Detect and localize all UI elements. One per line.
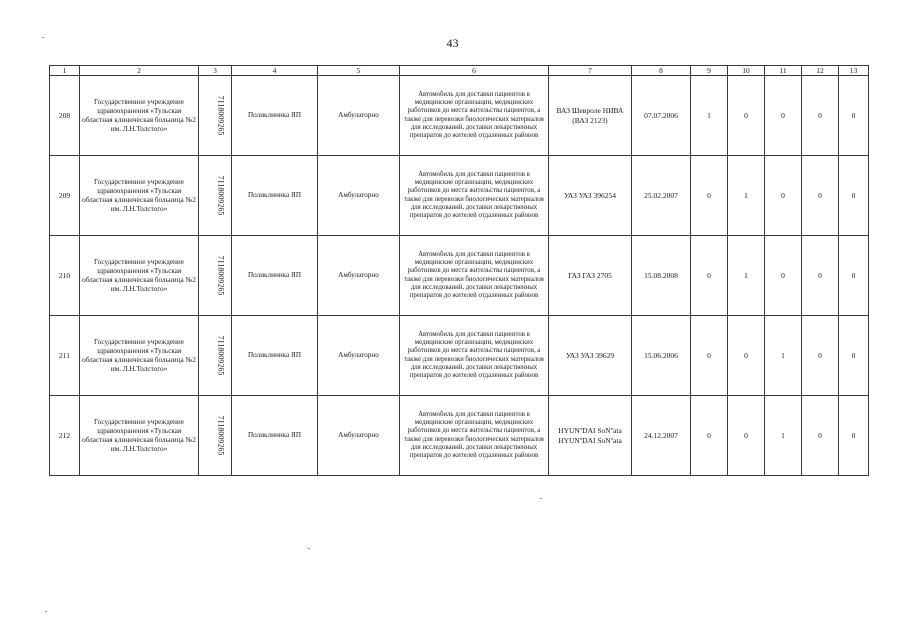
scan-speck [45,611,47,612]
scan-speck [540,498,542,499]
column-header: 1 [50,66,80,76]
column-13-value: 0 [839,236,869,316]
column-9-value: 0 [691,156,728,236]
column-9-value: 0 [691,316,728,396]
unit-name: Поликлиника ЯП [232,316,318,396]
registration-date: 24.12.2007 [632,396,691,476]
column-9-value: 0 [691,396,728,476]
vehicle-purpose: Автомобиль для доставки пациентов в медицинские организации, медицинских работников до места жительства пациентов, а также для перевозки биологических материалов для исследований, доставки лекарственных препаратов до жителей отдаленных районов [400,236,549,316]
column-10-value: 0 [728,316,765,396]
column-10-value: 1 [728,236,765,316]
inn-value: 7118009265 [216,415,226,455]
column-header: 7 [549,66,632,76]
column-10-value: 1 [728,156,765,236]
inn-value: 7118009265 [216,255,226,295]
column-header: 3 [199,66,232,76]
inn-cell [199,236,232,316]
inn-cell [199,76,232,156]
inn-value: 7118009265 [216,95,226,135]
column-12-value: 0 [802,396,839,476]
scan-speck [42,37,44,38]
care-type: Амбулаторно [318,316,400,396]
vehicle-purpose: Автомобиль для доставки пациентов в медицинские организации, медицинских работников до места жительства пациентов, а также для перевозки биологических материалов для исследований, доставки лекарственных препаратов до жителей отдаленных районов [400,76,549,156]
inn-value: 7118009265 [216,335,226,375]
table-row [50,236,869,316]
organization-name: Государственное учреждение здравоохранения «Тульская областная клиническая больница №2 им. Л.Н.Толстого» [80,236,199,316]
unit-name: Поликлиника ЯП [232,396,318,476]
organization-name: Государственное учреждение здравоохранения «Тульская областная клиническая больница №2 им. Л.Н.Толстого» [80,396,199,476]
column-12-value: 0 [802,316,839,396]
column-header: 12 [802,66,839,76]
column-12-value: 0 [802,236,839,316]
row-number: 210 [50,236,80,316]
organization-name: Государственное учреждение здравоохранения «Тульская областная клиническая больница №2 им. Л.Н.Толстого» [80,316,199,396]
column-header: 13 [839,66,869,76]
column-number-row [50,66,869,76]
unit-name: Поликлиника ЯП [232,76,318,156]
vehicle-model: ГАЗ ГАЗ 2705 [549,236,632,316]
care-type: Амбулаторно [318,156,400,236]
inn-cell [199,316,232,396]
column-header: 8 [632,66,691,76]
inn-value: 7118009265 [216,175,226,215]
column-header: 6 [400,66,549,76]
column-11-value: 1 [765,396,802,476]
vehicle-registry-table [49,65,869,476]
page-number: 43 [446,36,459,50]
care-type: Амбулаторно [318,76,400,156]
organization-name: Государственное учреждение здравоохранения «Тульская областная клиническая больница №2 им. Л.Н.Толстого» [80,76,199,156]
column-header: 11 [765,66,802,76]
table-row [50,76,869,156]
unit-name: Поликлиника ЯП [232,156,318,236]
registration-date: 15.06.2006 [632,316,691,396]
vehicle-purpose: Автомобиль для доставки пациентов в медицинские организации, медицинских работников до места жительства пациентов, а также для перевозки биологических материалов для исследований, доставки лекарственных препаратов до жителей отдаленных районов [400,156,549,236]
table-row [50,396,869,476]
column-header: 5 [318,66,400,76]
vehicle-model: ВАЗ Шевроле НИВА (ВАЗ 2123) [549,76,632,156]
vehicle-model: HYUNºDAI SoNºata HYUNºDAI SoNºata [549,396,632,476]
vehicle-purpose: Автомобиль для доставки пациентов в медицинские организации, медицинских работников до места жительства пациентов, а также для перевозки биологических материалов для исследований, доставки лекарственных препаратов до жителей отдаленных районов [400,396,549,476]
column-12-value: 0 [802,156,839,236]
column-10-value: 0 [728,76,765,156]
column-11-value: 0 [765,236,802,316]
table-row [50,316,869,396]
column-13-value: 0 [839,396,869,476]
column-header: 2 [80,66,199,76]
row-number: 211 [50,316,80,396]
inn-cell [199,156,232,236]
column-header: 10 [728,66,765,76]
column-13-value: 0 [839,316,869,396]
column-10-value: 0 [728,396,765,476]
care-type: Амбулаторно [318,396,400,476]
registration-date: 07.07.2006 [632,76,691,156]
column-header: 9 [691,66,728,76]
unit-name: Поликлиника ЯП [232,236,318,316]
column-13-value: 0 [839,156,869,236]
registration-date: 15.08.2008 [632,236,691,316]
registration-date: 25.02.2007 [632,156,691,236]
row-number: 208 [50,76,80,156]
column-11-value: 0 [765,156,802,236]
column-12-value: 0 [802,76,839,156]
column-9-value: 1 [691,76,728,156]
row-number: 212 [50,396,80,476]
organization-name: Государственное учреждение здравоохранения «Тульская областная клиническая больница №2 им. Л.Н.Толстого» [80,156,199,236]
column-header: 4 [232,66,318,76]
scan-speck [308,548,310,549]
table-row [50,156,869,236]
care-type: Амбулаторно [318,236,400,316]
column-11-value: 1 [765,316,802,396]
column-9-value: 0 [691,236,728,316]
vehicle-model: УАЗ УАЗ 396254 [549,156,632,236]
column-11-value: 0 [765,76,802,156]
vehicle-purpose: Автомобиль для доставки пациентов в медицинские организации, медицинских работников до места жительства пациентов, а также для перевозки биологических материалов для исследований, доставки лекарственных препаратов до жителей отдаленных районов [400,316,549,396]
column-13-value: 0 [839,76,869,156]
vehicle-model: УАЗ УАЗ 39629 [549,316,632,396]
row-number: 209 [50,156,80,236]
inn-cell [199,396,232,476]
